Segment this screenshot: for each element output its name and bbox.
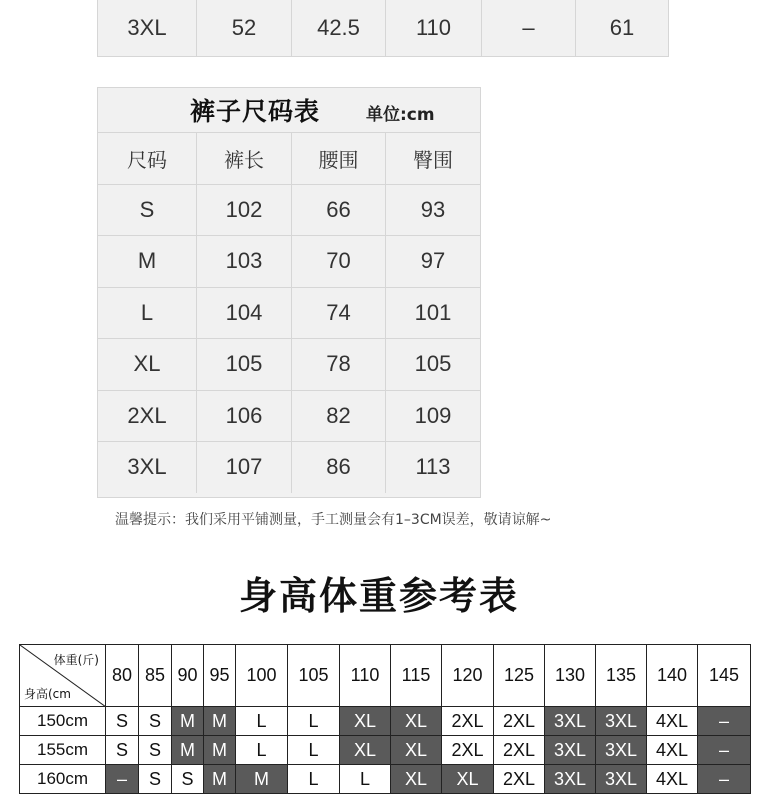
size-recommendation-cell: – xyxy=(698,707,751,736)
pants-cell: 93 xyxy=(420,196,446,222)
unit-label: 单位:cm xyxy=(366,105,435,125)
height-label-cell: 160cm xyxy=(20,765,106,794)
size-recommendation-cell: S xyxy=(106,736,139,765)
height-label-cell: 155cm xyxy=(20,736,106,765)
pants-row xyxy=(98,390,480,442)
size-recommendation-cell: XL xyxy=(442,765,494,794)
size-recommendation-cell: 3XL xyxy=(545,765,596,794)
height-axis-label: 身高(cm xyxy=(24,687,71,701)
pants-cell: 2XL xyxy=(98,391,197,442)
size-recommendation-cell: – xyxy=(106,765,139,794)
size-recommendation-cell: S xyxy=(139,765,172,794)
pants-cell: 78 xyxy=(292,339,386,390)
size-recommendation-cell: S xyxy=(172,765,204,794)
height-row xyxy=(20,707,751,736)
pants-header-row xyxy=(98,132,480,184)
pants-cell: XL xyxy=(98,339,197,390)
weight-header-cell: 80 xyxy=(106,645,139,707)
size-recommendation-cell: – xyxy=(698,736,751,765)
pants-cell: 101 xyxy=(414,299,452,325)
pants-row xyxy=(98,441,480,493)
pants-row xyxy=(98,184,480,236)
size-cell: 3XL xyxy=(98,0,197,56)
size-recommendation-cell: 3XL xyxy=(596,765,647,794)
value-cell: 42.5 xyxy=(292,0,386,56)
weight-axis-label: 体重(斤) xyxy=(53,653,99,667)
value-cell: – xyxy=(482,0,576,56)
pants-row xyxy=(98,235,480,287)
pants-cell: 102 xyxy=(197,185,292,236)
pants-row xyxy=(98,338,480,390)
size-recommendation-cell: M xyxy=(204,736,236,765)
pants-cell: 106 xyxy=(197,391,292,442)
size-recommendation-cell: 4XL xyxy=(647,707,698,736)
pants-cell: 107 xyxy=(197,442,292,493)
pants-table-title-row xyxy=(98,88,480,132)
pants-cell: 105 xyxy=(414,351,452,377)
size-recommendation-cell: 2XL xyxy=(494,707,545,736)
size-recommendation-cell: M xyxy=(204,707,236,736)
height-label-cell: 150cm xyxy=(20,707,106,736)
pants-cell: 109 xyxy=(414,402,452,428)
pants-cell: 103 xyxy=(197,236,292,287)
pants-cell: 105 xyxy=(197,339,292,390)
weight-header-cell: 135 xyxy=(596,645,647,707)
size-recommendation-cell: L xyxy=(288,707,340,736)
weight-header-cell: 85 xyxy=(139,645,172,707)
size-recommendation-cell: – xyxy=(698,765,751,794)
size-recommendation-cell: L xyxy=(340,765,391,794)
pants-cell: 104 xyxy=(197,288,292,339)
pants-cell: 113 xyxy=(415,454,451,480)
size-recommendation-cell: M xyxy=(204,765,236,794)
weight-header-cell: 95 xyxy=(204,645,236,707)
value-cell: 110 xyxy=(386,0,482,56)
pants-cell: 97 xyxy=(420,248,446,274)
size-recommendation-cell: 3XL xyxy=(545,736,596,765)
weight-header-cell: 120 xyxy=(442,645,494,707)
weight-header-cell: 100 xyxy=(236,645,288,707)
size-recommendation-cell: 3XL xyxy=(596,736,647,765)
size-recommendation-cell: M xyxy=(172,736,204,765)
size-recommendation-cell: XL xyxy=(340,736,391,765)
size-recommendation-cell: 3XL xyxy=(596,707,647,736)
pants-cell: 70 xyxy=(292,236,386,287)
height-row xyxy=(20,765,751,794)
size-recommendation-cell: M xyxy=(172,707,204,736)
size-recommendation-cell: 2XL xyxy=(494,736,545,765)
height-weight-table xyxy=(19,644,751,794)
weight-header-cell: 125 xyxy=(494,645,545,707)
pants-table-grid xyxy=(98,132,480,493)
weight-header-cell: 145 xyxy=(698,645,751,707)
weight-header-cell: 115 xyxy=(391,645,442,707)
size-recommendation-cell: XL xyxy=(391,736,442,765)
value-cell: 52 xyxy=(197,0,292,56)
size-recommendation-cell: L xyxy=(236,736,288,765)
jacket-size-table-fragment xyxy=(97,0,669,57)
weight-header-cell: 130 xyxy=(545,645,596,707)
size-recommendation-cell: XL xyxy=(340,707,391,736)
pants-table-title: 裤子尺码表 xyxy=(190,97,321,126)
size-recommendation-cell: XL xyxy=(391,765,442,794)
pants-header-cell: 腰围 xyxy=(292,133,386,184)
pants-cell: 66 xyxy=(292,185,386,236)
height-row xyxy=(20,736,751,765)
weight-header-cell: 90 xyxy=(172,645,204,707)
pants-cell: 3XL xyxy=(98,442,197,493)
size-recommendation-cell: 3XL xyxy=(545,707,596,736)
pants-header-cell: 尺码 xyxy=(98,133,197,184)
size-recommendation-cell: 2XL xyxy=(442,736,494,765)
weight-header-cell: 105 xyxy=(288,645,340,707)
weight-header-cell: 140 xyxy=(647,645,698,707)
weight-header-cell: 110 xyxy=(340,645,391,707)
size-recommendation-cell: L xyxy=(288,765,340,794)
size-recommendation-cell: 2XL xyxy=(442,707,494,736)
size-recommendation-cell: M xyxy=(236,765,288,794)
pants-size-table xyxy=(97,87,481,498)
size-recommendation-cell: 2XL xyxy=(494,765,545,794)
size-recommendation-cell: 4XL xyxy=(647,736,698,765)
size-recommendation-cell: 4XL xyxy=(647,765,698,794)
pants-cell: S xyxy=(98,185,197,236)
weight-header-row xyxy=(20,645,751,707)
pants-row xyxy=(98,287,480,339)
corner-cell xyxy=(20,645,106,707)
pants-cell: 74 xyxy=(292,288,386,339)
pants-header-cell: 臀围 xyxy=(413,147,453,172)
size-recommendation-cell: S xyxy=(139,707,172,736)
size-recommendation-cell: L xyxy=(288,736,340,765)
size-recommendation-cell: XL xyxy=(391,707,442,736)
size-recommendation-cell: L xyxy=(236,707,288,736)
height-weight-title: 身高体重参考表 xyxy=(238,574,519,618)
size-recommendation-cell: S xyxy=(139,736,172,765)
value-cell: 61 xyxy=(609,15,635,40)
pants-cell: 86 xyxy=(292,442,386,493)
pants-cell: M xyxy=(98,236,197,287)
pants-cell: L xyxy=(98,288,197,339)
pants-header-cell: 裤长 xyxy=(197,133,292,184)
size-recommendation-cell: S xyxy=(106,707,139,736)
pants-cell: 82 xyxy=(292,391,386,442)
measurement-tip: 温馨提示：我们采用平铺测量，手工测量会有1–3CM误差，敬请谅解~ xyxy=(115,512,552,528)
